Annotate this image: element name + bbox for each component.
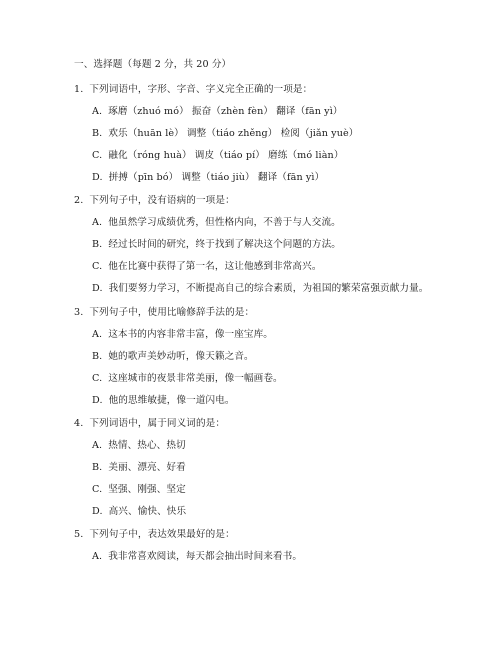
option-letter: D. xyxy=(92,283,103,294)
option-letter: A. xyxy=(92,440,103,451)
option-letter: B. xyxy=(92,351,103,362)
option-text: 热情、热心、热切 xyxy=(108,440,186,451)
question-text: 下列句子中，使用比喻修辞手法的是： xyxy=(89,307,255,318)
option-text: 融化（róng huà） 调皮（tiáo pí） 磨练（mó liàn） xyxy=(108,150,344,161)
question-text: 下列句子中，没有语病的一项是： xyxy=(89,195,235,206)
option-text: 这座城市的夜景非常美丽，像一幅画卷。 xyxy=(108,373,283,384)
question-2 xyxy=(74,195,235,207)
question-4-option-d xyxy=(92,506,186,518)
question-2-option-d xyxy=(92,283,429,295)
question-3-option-d xyxy=(92,395,235,407)
question-4 xyxy=(74,418,225,430)
option-letter: B. xyxy=(92,128,103,139)
question-text: 下列词语中，字形、字音、字义完全正确的一项是： xyxy=(89,84,313,95)
option-text: 他在比赛中获得了第一名，这让他感到非常高兴。 xyxy=(108,261,322,272)
question-1-option-a xyxy=(92,106,343,118)
option-text: 琢磨（zhuó mó） 振奋（zhèn fèn） 翻译（fān yì） xyxy=(108,106,343,117)
option-letter: A. xyxy=(92,329,103,340)
option-text: 高兴、愉快、快乐 xyxy=(108,506,187,517)
option-letter: C. xyxy=(92,373,103,384)
question-number: 5. xyxy=(74,529,84,540)
question-4-option-c xyxy=(92,484,186,496)
option-text: 我非常喜欢阅读，每天都会抽出时间来看书。 xyxy=(108,551,303,562)
question-1-option-d xyxy=(92,172,324,184)
option-letter: B. xyxy=(92,462,103,473)
option-letter: C. xyxy=(92,484,103,495)
option-text: 他的思维敏捷，像一道闪电。 xyxy=(108,395,235,406)
option-text: 坚强、刚强、坚定 xyxy=(108,484,186,495)
option-text: 我们要努力学习，不断提高自己的综合素质，为祖国的繁荣富强贡献力量。 xyxy=(108,283,429,294)
question-1-option-c xyxy=(92,150,344,162)
option-text: 经过长时间的研究，终于找到了解决这个问题的方法。 xyxy=(108,239,341,250)
question-number: 3. xyxy=(74,307,84,318)
option-text: 美丽、漂亮、好看 xyxy=(108,462,186,473)
question-text: 下列句子中，表达效果最好的是： xyxy=(89,529,235,540)
option-text: 他虽然学习成绩优秀，但性格内向，不善于与人交流。 xyxy=(108,217,341,228)
question-2-option-b xyxy=(92,239,341,251)
option-letter: D. xyxy=(92,395,103,406)
question-3 xyxy=(74,307,254,319)
option-letter: D. xyxy=(92,172,103,183)
option-letter: C. xyxy=(92,261,103,272)
question-3-option-b xyxy=(92,351,254,363)
option-letter: A. xyxy=(92,106,103,117)
option-text: 欢乐（huān lè） 调整（tiáo zhěng） 检阅（jiǎn yuè） xyxy=(108,128,359,139)
option-letter: B. xyxy=(92,239,103,250)
option-text: 这本书的内容非常丰富，像一座宝库。 xyxy=(108,329,273,340)
question-number: 1. xyxy=(74,84,84,95)
option-letter: A. xyxy=(92,551,103,562)
option-letter: D. xyxy=(92,506,103,517)
question-5 xyxy=(74,529,235,541)
question-4-option-b xyxy=(92,462,186,474)
option-letter: A. xyxy=(92,217,103,228)
option-text: 拼搏（pīn bó） 调整（tiáo jiù） 翻译（fān yì） xyxy=(108,172,325,183)
option-text: 她的歌声美妙动听，像天籁之音。 xyxy=(108,351,254,362)
question-1 xyxy=(74,84,312,96)
option-letter: C. xyxy=(92,150,103,161)
question-1-option-b xyxy=(92,128,358,140)
question-3-option-c xyxy=(92,373,283,385)
question-number: 2. xyxy=(74,195,84,206)
question-4-option-a xyxy=(92,440,186,452)
question-number: 4. xyxy=(74,418,84,429)
question-text: 下列词语中，属于同义词的是： xyxy=(89,418,226,429)
question-3-option-a xyxy=(92,329,273,341)
question-2-option-a xyxy=(92,217,341,229)
section-title: 一、选择题（每题 2 分，共 20 分） xyxy=(74,59,232,70)
question-5-option-a xyxy=(92,551,302,563)
question-2-option-c xyxy=(92,261,322,273)
